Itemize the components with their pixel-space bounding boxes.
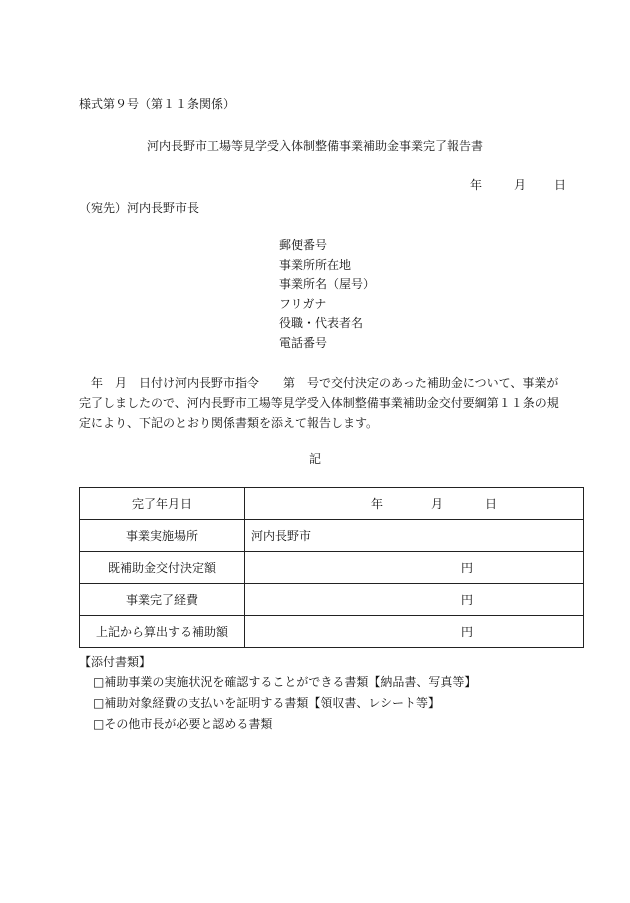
- attachments-section: [79, 652, 476, 735]
- existing-grant-yen: 円: [245, 552, 584, 584]
- table-year-label: 年: [371, 497, 384, 511]
- existing-grant-label: 既補助金交付決定額: [80, 552, 245, 584]
- table-row: [80, 616, 584, 648]
- form-number: 様式第９号（第１１条関係）: [79, 97, 236, 111]
- table-row: [80, 520, 584, 552]
- report-body-text: [79, 373, 579, 433]
- completion-cost-label: 事業完了経費: [80, 584, 245, 616]
- office-address-label: 事業所所在地: [279, 257, 352, 272]
- date-month-label: 月: [514, 178, 527, 192]
- report-date: [470, 177, 566, 193]
- attachment-item: □補助対象経費の支払いを証明する書類【領収書、レシート等】: [93, 696, 441, 710]
- attachment-item: □補助事業の実施状況を確認することができる書類【納品書、写真等】: [93, 675, 477, 689]
- furigana-label: フリガナ: [279, 296, 327, 311]
- calculated-grant-label: 上記から算出する補助額: [80, 616, 245, 648]
- completion-date-label: 完了年月日: [80, 488, 245, 520]
- addressee: （宛先）河内長野市長: [79, 201, 200, 215]
- calculated-grant-yen: 円: [245, 616, 584, 648]
- table-month-label: 月: [431, 497, 444, 511]
- location-value: 河内長野市: [245, 520, 584, 552]
- completion-cost-yen: 円: [245, 584, 584, 616]
- table-row: [80, 552, 584, 584]
- postal-code-label: 郵便番号: [279, 238, 328, 252]
- completion-summary-table: [79, 487, 584, 648]
- ki-heading: 記: [308, 452, 321, 466]
- phone-number-label: 電話番号: [279, 335, 328, 350]
- completion-date-value: [245, 488, 584, 520]
- applicant-info-block: [279, 236, 375, 354]
- table-row: [80, 584, 584, 616]
- date-year-label: 年: [470, 178, 483, 192]
- date-day-label: 日: [554, 178, 567, 192]
- body-line: 定により、下記のとおり関係書類を添えて報告します。: [79, 416, 379, 430]
- attachments-heading: 【添付書類】: [79, 655, 152, 669]
- table-day-label: 日: [485, 497, 498, 511]
- document-title: 河内長野市工場等見学受入体制整備事業補助金事業完了報告書: [146, 139, 483, 153]
- representative-label: 役職・代表者名: [279, 316, 364, 331]
- body-line: 年 月 日付け河内長野市指令 第 号で交付決定のあった補助金について、事業が: [79, 376, 559, 390]
- attachment-item: □その他市長が必要と認める書類: [93, 717, 273, 731]
- table-row: [80, 488, 584, 520]
- body-line: 完了しましたので、河内長野市工場等見学受入体制整備事業補助金交付要綱第１１条の規: [79, 396, 559, 410]
- business-name-label: 事業所名（屋号）: [279, 277, 376, 292]
- location-label: 事業実施場所: [80, 520, 245, 552]
